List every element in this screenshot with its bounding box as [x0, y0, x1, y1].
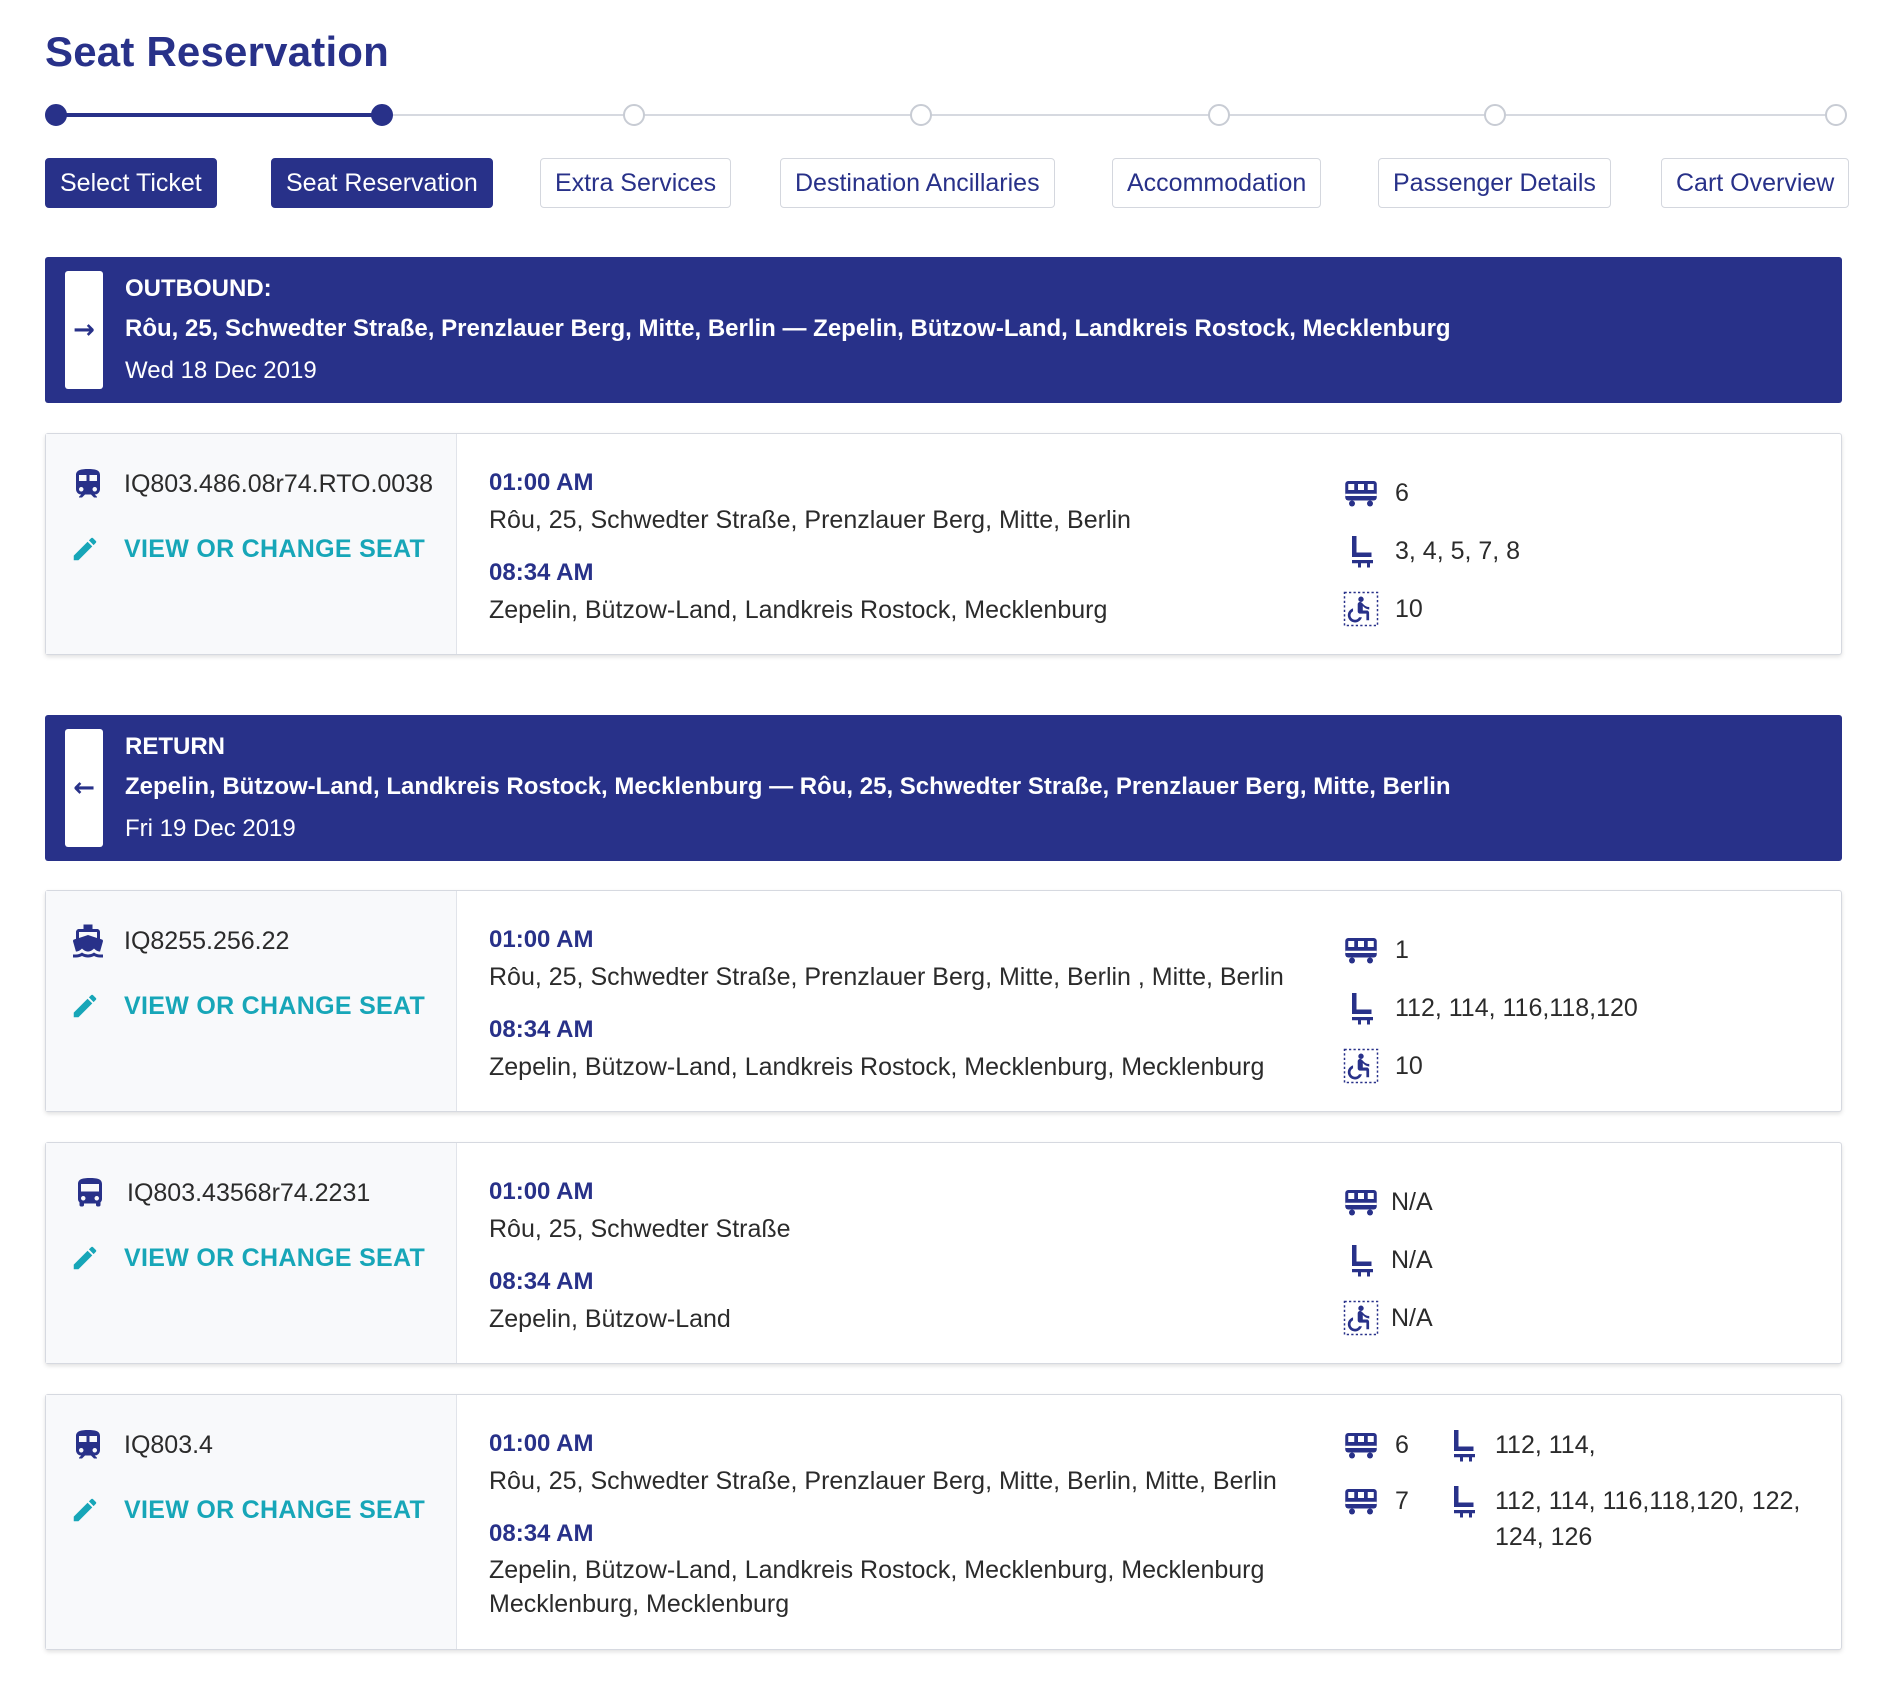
- departure-station: Rôu, 25, Schwedter Straße, Prenzlauer Berg, Mitte, Berlin: [489, 506, 1131, 534]
- step-dot-passenger-details: [1484, 104, 1506, 126]
- reservation-info: [1341, 1425, 1825, 1571]
- train-number: IQ803.43568r74.2231: [127, 1179, 371, 1207]
- accessible-seat: 10: [1395, 594, 1423, 623]
- arrival-station: Zepelin, Bützow-Land, Landkreis Rostock, Mecklenburg: [489, 596, 1108, 624]
- outbound-header: [45, 257, 1842, 403]
- train-number: IQ803.4: [124, 1431, 213, 1459]
- arrival-station: Zepelin, Bützow-Land, Landkreis Rostock, Mecklenburg, Mecklenburg: [489, 1053, 1265, 1081]
- outbound-direction-marker: [65, 271, 103, 389]
- leg-summary: [46, 1395, 457, 1649]
- leg-schedule: [489, 921, 1329, 1085]
- page-title: Seat Reservation: [45, 28, 390, 75]
- wheelchair-icon: [1343, 591, 1379, 627]
- view-or-change-seat-label: VIEW OR CHANGE SEAT: [124, 534, 426, 563]
- pencil-icon: [70, 1495, 100, 1525]
- tab-select-ticket[interactable]: Select Ticket: [45, 158, 217, 208]
- tab-cart-overview[interactable]: Cart Overview: [1661, 158, 1849, 208]
- outbound-route: Rôu, 25, Schwedter Straße, Prenzlauer Berg, Mitte, Berlin — Zepelin, Bützow-Land, Landkreis Rostock, Mecklenburg: [125, 315, 1451, 342]
- leg-summary: [46, 891, 457, 1111]
- view-or-change-seat-button[interactable]: [70, 1495, 425, 1525]
- reservation-row: [1341, 1425, 1825, 1465]
- coach-number: 6: [1395, 1431, 1409, 1459]
- seat-icon: [1343, 1242, 1379, 1278]
- coach-number: 1: [1395, 935, 1409, 964]
- departure-time: 01:00 AM: [489, 926, 594, 953]
- view-or-change-seat-button[interactable]: [70, 1243, 425, 1273]
- arrival-time: 08:34 AM: [489, 1520, 594, 1547]
- leg-schedule: [489, 1425, 1329, 1621]
- view-or-change-seat-label: VIEW OR CHANGE SEAT: [124, 991, 426, 1020]
- view-or-change-seat-label: VIEW OR CHANGE SEAT: [124, 1243, 426, 1272]
- ship-icon: [70, 923, 106, 959]
- pencil-icon: [70, 1243, 100, 1273]
- wheelchair-icon: [1343, 1048, 1379, 1084]
- return-header: [45, 715, 1842, 861]
- step-dot-destination-ancillaries: [910, 104, 932, 126]
- leg-schedule: [489, 1173, 1329, 1337]
- departure-time: 01:00 AM: [489, 1178, 594, 1205]
- arrival-time: 08:34 AM: [489, 1016, 594, 1043]
- departure-station: Rôu, 25, Schwedter Straße: [489, 1215, 791, 1243]
- tab-passenger-details[interactable]: Passenger Details: [1378, 158, 1611, 208]
- seat-icon: [1343, 990, 1379, 1026]
- arrival-time: 08:34 AM: [489, 559, 594, 586]
- step-dot-extra-services: [623, 104, 645, 126]
- departure-station: Rôu, 25, Schwedter Straße, Prenzlauer Berg, Mitte, Berlin , Mitte, Berlin: [489, 963, 1284, 991]
- outbound-label: OUTBOUND:: [125, 275, 272, 302]
- seat-numbers: 112, 114, 116,118,120: [1395, 993, 1638, 1022]
- seat-numbers: 112, 114,: [1495, 1431, 1596, 1459]
- return-date: Fri 19 Dec 2019: [125, 815, 296, 842]
- outbound-date: Wed 18 Dec 2019: [125, 357, 317, 384]
- seat-numbers: 3, 4, 5, 7, 8: [1395, 536, 1521, 565]
- departure-time: 01:00 AM: [489, 469, 594, 496]
- wheelchair-icon: [1343, 1300, 1379, 1336]
- departure-time: 01:00 AM: [489, 1430, 594, 1457]
- step-dot-select-ticket: [45, 104, 67, 126]
- arrow-right-icon: →: [73, 315, 95, 345]
- reservation-info: [1341, 1173, 1433, 1347]
- train-number: IQ8255.256.22: [124, 927, 290, 955]
- seat-numbers: 112, 114, 116,118,120, 122, 124, 126: [1495, 1487, 1801, 1551]
- arrival-station: Zepelin, Bützow-Land: [489, 1305, 731, 1333]
- tab-extra-services[interactable]: Extra Services: [540, 158, 731, 208]
- leg-card: [45, 1142, 1842, 1364]
- coach-icon: [1343, 1184, 1379, 1220]
- return-direction-marker: [65, 729, 103, 847]
- coach-number: N/A: [1391, 1187, 1433, 1216]
- tab-seat-reservation[interactable]: Seat Reservation: [271, 158, 493, 208]
- train-icon: [70, 1427, 106, 1463]
- coach-icon: [1343, 1427, 1379, 1463]
- reservation-row: [1341, 1481, 1825, 1555]
- stepper-track-completed: [55, 113, 381, 117]
- accessible-seat: N/A: [1391, 1303, 1433, 1332]
- pencil-icon: [70, 534, 100, 564]
- return-label: RETURN: [125, 733, 225, 760]
- step-dot-accommodation: [1208, 104, 1230, 126]
- accessible-seat: 10: [1395, 1051, 1423, 1080]
- leg-card: [45, 890, 1842, 1112]
- arrival-station: Zepelin, Bützow-Land, Landkreis Rostock, Mecklenburg, Mecklenburg Mecklenburg, Mecklenburg: [489, 1556, 1265, 1618]
- coach-number: 6: [1395, 478, 1409, 507]
- return-route: Zepelin, Bützow-Land, Landkreis Rostock, Mecklenburg — Rôu, 25, Schwedter Straße, Prenzlauer Berg, Mitte, Berlin: [125, 773, 1451, 800]
- step-dot-seat-reservation: [371, 104, 393, 126]
- coach-icon: [1343, 932, 1379, 968]
- seat-icon: [1445, 1427, 1481, 1463]
- view-or-change-seat-button[interactable]: [70, 991, 425, 1021]
- train-icon: [70, 466, 106, 502]
- tab-accommodation[interactable]: Accommodation: [1112, 158, 1321, 208]
- reservation-info: [1341, 464, 1520, 638]
- view-or-change-seat-button[interactable]: [70, 534, 425, 564]
- seat-icon: [1343, 533, 1379, 569]
- arrow-left-icon: ←: [73, 773, 95, 803]
- arrival-time: 08:34 AM: [489, 1268, 594, 1295]
- coach-number: 7: [1395, 1487, 1409, 1515]
- coach-icon: [1343, 1483, 1379, 1519]
- seat-icon: [1445, 1483, 1481, 1519]
- leg-summary: [46, 434, 457, 654]
- pencil-icon: [70, 991, 100, 1021]
- tab-destination-ancillaries[interactable]: Destination Ancillaries: [780, 158, 1055, 208]
- step-dot-cart-overview: [1825, 104, 1847, 126]
- bus-icon: [72, 1175, 108, 1211]
- coach-icon: [1343, 475, 1379, 511]
- leg-card: [45, 1394, 1842, 1650]
- progress-stepper: [45, 100, 1845, 130]
- leg-summary: [46, 1143, 457, 1363]
- seat-numbers: N/A: [1391, 1245, 1433, 1274]
- leg-schedule: [489, 464, 1329, 628]
- reservation-info: [1341, 921, 1638, 1095]
- departure-station: Rôu, 25, Schwedter Straße, Prenzlauer Berg, Mitte, Berlin, Mitte, Berlin: [489, 1467, 1277, 1495]
- view-or-change-seat-label: VIEW OR CHANGE SEAT: [124, 1495, 426, 1524]
- train-number: IQ803.486.08r74.RTO.0038: [124, 470, 434, 498]
- leg-card: [45, 433, 1842, 655]
